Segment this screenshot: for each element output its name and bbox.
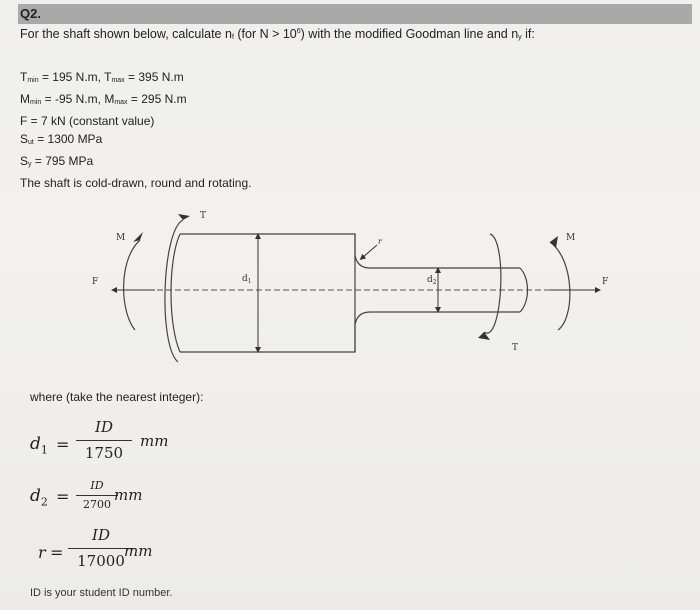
t-max-value: = 395 N.m <box>124 70 184 84</box>
m-max-sub: max <box>114 99 128 106</box>
d1-label: $d_1$ <box>242 274 252 285</box>
id-footnote: ID is your student ID number. <box>30 587 173 599</box>
formula-d1-var-text: d <box>30 434 41 454</box>
right-torque-arrow <box>484 234 501 333</box>
sy-sub: y <box>28 161 32 168</box>
formula-d2-den: 2700 <box>83 498 111 511</box>
left-moment-arrow <box>124 240 140 330</box>
prompt-sub-y: y <box>518 34 522 41</box>
formula-d1 <box>30 418 230 468</box>
t-min-sub: min <box>27 77 39 84</box>
torque-line <box>20 68 251 90</box>
d2-label: $d_2$ <box>427 275 437 286</box>
formula-d1-var <box>30 434 48 456</box>
shaft-large-section <box>180 234 355 352</box>
formula-d2-unit: mm <box>114 486 143 504</box>
torque-label-top: T <box>200 211 207 221</box>
moment-line <box>20 90 251 112</box>
sy-line <box>20 152 251 174</box>
formula-d1-num: ID <box>95 418 113 436</box>
formula-d2-bar <box>76 495 118 496</box>
formula-d2-var-text: d <box>30 486 41 506</box>
formula-d2 <box>30 476 230 518</box>
sut-line <box>20 130 251 152</box>
sut-sub: ut <box>28 139 34 146</box>
formula-d2-var-sub: 2 <box>40 495 48 509</box>
sut-value: = 1300 MPa <box>33 132 103 146</box>
formula-d1-den: 1750 <box>84 444 124 462</box>
formula-r-var: r <box>38 543 46 562</box>
prompt-part-a: For the shaft shown below, calculate n <box>20 27 232 41</box>
formula-d1-eq: = <box>56 435 70 454</box>
force-line: F = 7 kN (constant value) <box>20 114 155 128</box>
formula-d1-unit: mm <box>140 432 169 450</box>
m-max-value: = 295 N.m <box>127 92 187 106</box>
prompt-part-d: if: <box>521 27 535 41</box>
shaft-diagram <box>80 200 620 370</box>
t-min-label: T <box>20 70 28 84</box>
r-leader-line <box>362 245 377 258</box>
shaft-left-end <box>171 234 180 352</box>
torque-label-bottom: T <box>512 343 519 353</box>
t-max-sub: max <box>111 77 125 84</box>
left-moment-head <box>133 232 143 242</box>
formula-r-den: 17000 <box>77 552 125 570</box>
t-max-label: T <box>104 70 112 84</box>
m-min-value: = -95 N.m, <box>41 92 105 106</box>
sut-label: S <box>20 132 29 146</box>
where-text: where (take the nearest integer): <box>30 390 204 404</box>
shaft-fillet-top <box>355 234 370 268</box>
m-max-label: M <box>104 92 115 106</box>
prompt-sup-6: 6 <box>296 27 301 35</box>
formula-d2-var <box>30 486 48 508</box>
formula-r <box>30 526 230 576</box>
prompt-sub-f: f <box>231 34 234 41</box>
prompt-part-b: (for N > 10 <box>233 27 297 41</box>
m-min-label: M <box>20 92 30 106</box>
formula-r-unit: mm <box>124 542 153 560</box>
moment-label-right: M <box>566 233 576 243</box>
left-torque-head <box>178 214 190 220</box>
shaft-fillet-bottom <box>355 312 370 352</box>
formula-r-eq: = <box>50 543 64 562</box>
t-min-value: = 195 N.m, <box>38 70 105 84</box>
right-moment-arrow <box>550 242 570 330</box>
prompt-part-c: ) with the modified Goodman line and n <box>300 27 519 41</box>
question-label: Q2. <box>20 6 41 21</box>
formula-d2-num: ID <box>90 479 104 492</box>
formula-d1-var-sub: 1 <box>40 443 48 457</box>
formula-d1-bar <box>76 440 132 441</box>
r-label: r <box>378 237 382 246</box>
question-header-bar <box>18 4 692 24</box>
formula-d2-eq: = <box>56 487 70 506</box>
force-label-right: F <box>602 277 609 287</box>
m-min-sub: min <box>30 99 42 106</box>
sy-label: S <box>20 154 29 168</box>
force-label-left: F <box>92 277 99 287</box>
given-values <box>20 68 251 192</box>
left-torque-arrow <box>165 220 183 362</box>
question-prompt <box>20 27 535 41</box>
shaft-note: The shaft is cold-drawn, round and rotating. <box>20 176 252 190</box>
moment-label-left: M <box>116 233 126 243</box>
sy-value: = 795 MPa <box>31 154 94 168</box>
formula-r-num: ID <box>92 526 110 544</box>
